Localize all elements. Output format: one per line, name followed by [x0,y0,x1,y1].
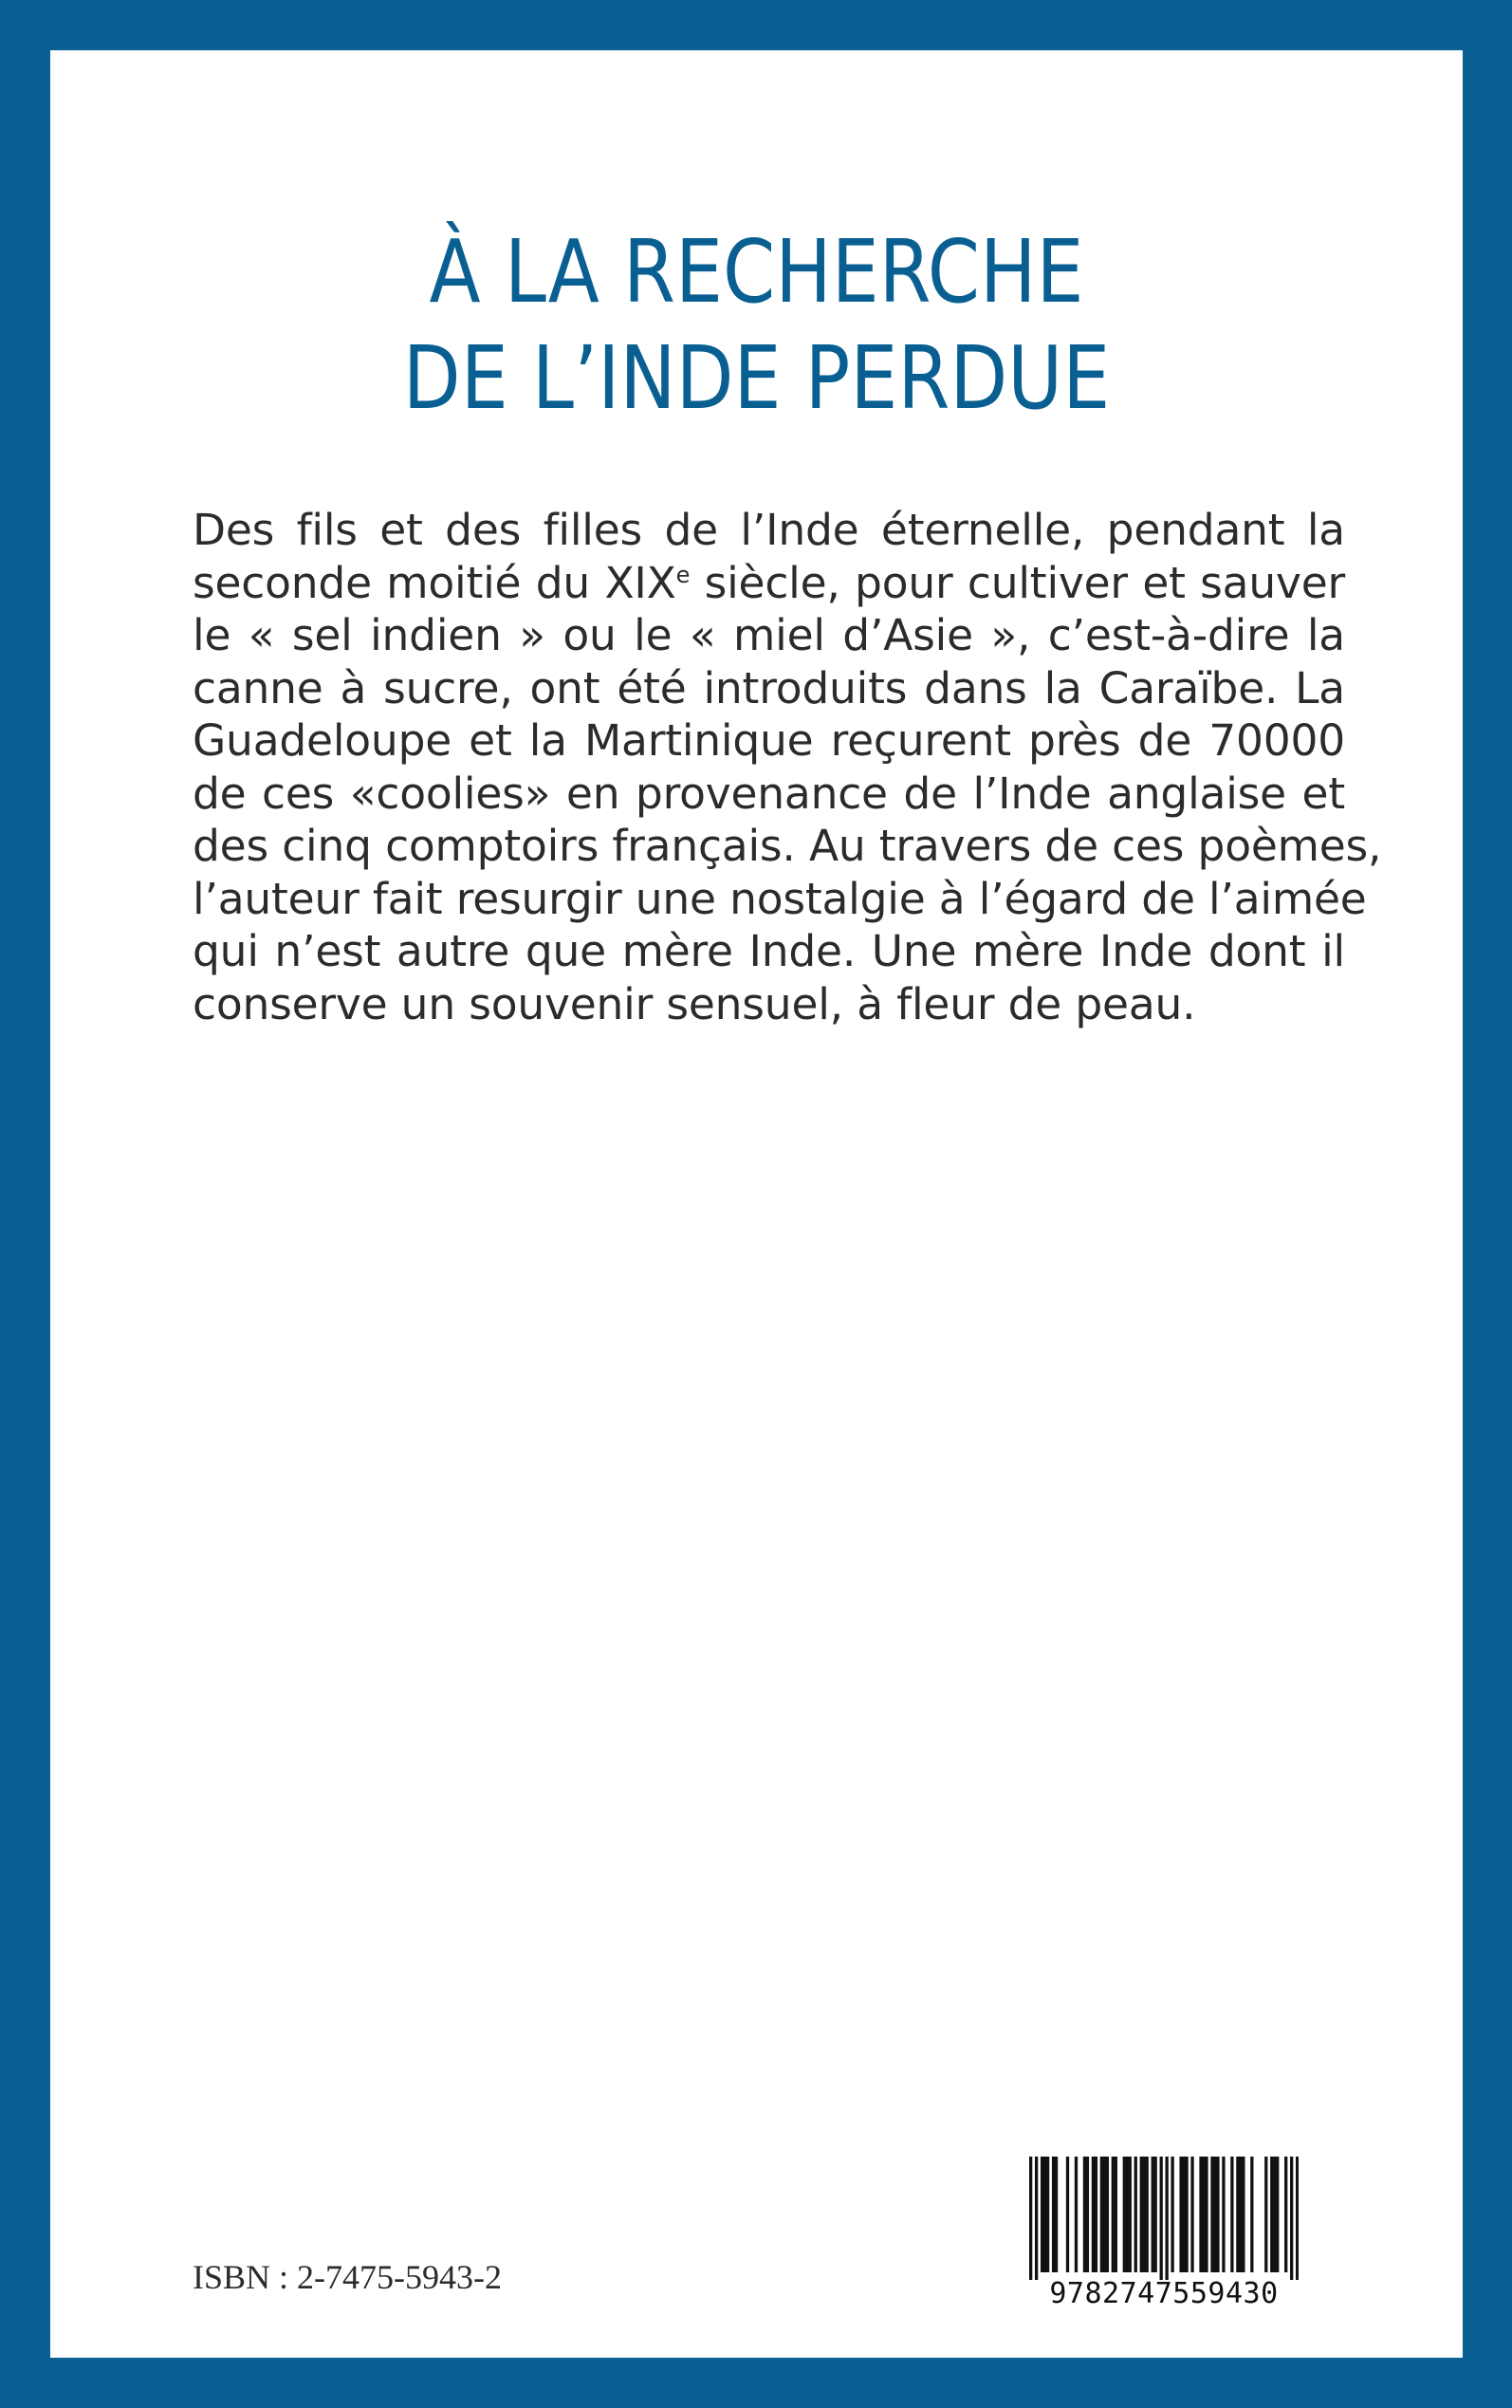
blurb-line: Guadeloupe et la Martinique reçurent près de 70000 [193,715,1345,766]
barcode-bar [1216,2157,1219,2272]
barcode-bar [1284,2157,1287,2272]
barcode-bar [1143,2157,1146,2272]
barcode-bar [1182,2157,1185,2272]
barcode-bar [1083,2157,1086,2272]
barcode-bar [1236,2157,1239,2272]
barcode-bar [1066,2157,1069,2272]
barcode [1029,2157,1299,2310]
barcode-bar [1035,2157,1038,2280]
blurb-line: de ces «coolies» en provenance de l’Inde anglaise et [193,768,1345,819]
barcode-bar [1052,2157,1055,2272]
blurb-line: canne à sucre, ont été introduits dans la Caraïbe. La [193,662,1345,713]
barcode-bar [1123,2157,1126,2272]
blurb-line-text: siècle, pour cultiver et sauver [690,557,1345,608]
barcode-bar [1075,2157,1078,2272]
century-superscript: e [675,561,691,588]
title-line-2: DE L’INDE PERDUE [402,327,1111,429]
blurb-line: conserve un souvenir sensuel, à fleur de peau. [193,978,1196,1029]
barcode-bar [1210,2157,1213,2272]
barcode-bar [1222,2157,1225,2272]
barcode-bar [1239,2157,1242,2272]
barcode-bar [1106,2157,1109,2272]
book-title [149,219,1364,432]
barcode-bar [1115,2157,1117,2272]
blurb-line-text: seconde moitié du XIX [193,557,676,608]
blurb-line [193,557,1345,610]
barcode-bar [1202,2157,1205,2272]
barcode-bars [1029,2157,1299,2280]
blurb-line: l’auteur fait resurgir une nostalgie à l’égard de l’aimée [193,873,1367,924]
back-cover-page [50,50,1463,2358]
barcode-bar [1250,2157,1253,2272]
barcode-bar [1242,2157,1245,2272]
blurb-line: le « sel indien » ou le « miel d’Asie », c’est-à-dire la [193,610,1345,660]
blurb-line: Des fils et des filles de l’Inde éternelle, pendant la [193,505,1345,555]
title-line-1: À LA RECHERCHE [429,221,1084,323]
barcode-bar [1213,2157,1216,2272]
barcode-bar [1095,2157,1097,2272]
barcode-bar [1171,2157,1173,2272]
barcode-bar [1160,2157,1163,2280]
barcode-bar [1126,2157,1129,2272]
barcode-bar [1029,2157,1032,2280]
barcode-number: 9782747559430 [1049,2277,1279,2310]
blurb-paragraph [193,504,1382,1030]
barcode-bar [1154,2157,1157,2272]
barcode-bar [1134,2157,1137,2272]
barcode-bar [1199,2157,1202,2272]
barcode-bar [1129,2157,1132,2272]
barcode-bar [1086,2157,1089,2272]
barcode-bar [1273,2157,1276,2272]
barcode-bar [1165,2157,1168,2280]
barcode-bar [1152,2157,1154,2272]
barcode-bar [1112,2157,1115,2272]
barcode-bar [1270,2157,1273,2272]
barcode-bar [1296,2157,1299,2280]
barcode-bar [1179,2157,1182,2272]
barcode-bar [1041,2157,1043,2272]
barcode-bar [1140,2157,1143,2272]
barcode-bar [1103,2157,1106,2272]
barcode-bar [1190,2157,1193,2272]
barcode-bar [1185,2157,1188,2272]
blurb-line: qui n’est autre que mère Inde. Une mère Inde dont il [193,926,1345,976]
barcode-bar [1230,2157,1233,2272]
barcode-bar [1276,2157,1279,2272]
barcode-bar [1055,2157,1058,2272]
barcode-bar [1043,2157,1046,2272]
barcode-bar [1100,2157,1103,2272]
barcode-bar [1046,2157,1049,2272]
barcode-bar [1092,2157,1095,2272]
barcode-bar [1264,2157,1267,2272]
barcode-bar [1146,2157,1149,2272]
blurb-line: des cinq comptoirs français. Au travers de ces poèmes, [193,821,1382,871]
barcode-bar [1205,2157,1208,2272]
barcode-bar [1290,2157,1293,2280]
isbn-label: ISBN : 2-7475-5943-2 [193,2258,502,2296]
